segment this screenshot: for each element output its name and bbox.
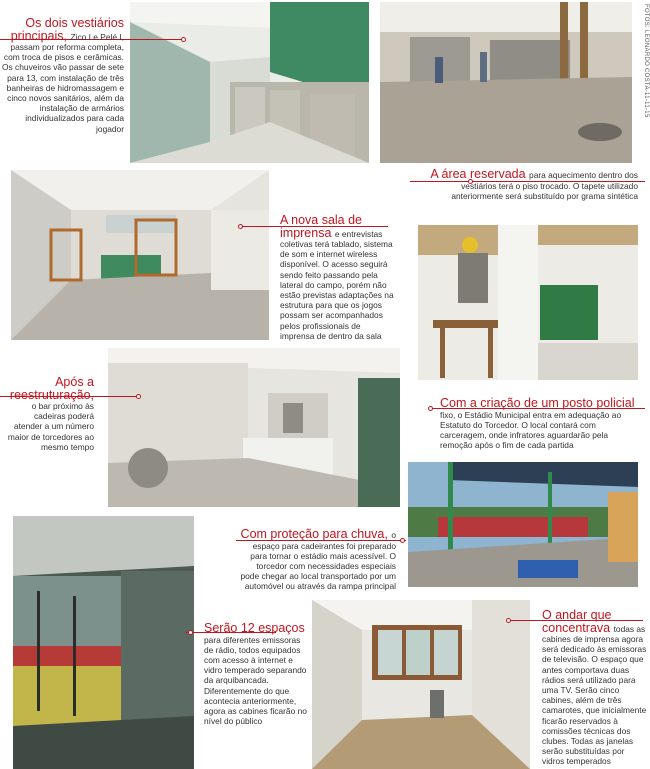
caption-press-room: [280, 214, 395, 341]
caption-tv-booth: [542, 609, 647, 767]
caption-wheelchair-area: [236, 528, 396, 592]
photo-tv-booth: [312, 600, 530, 769]
caption-body: para aquecimento dentro dos vestiários terá o piso trocado. O tapete utilizado anteriormente será substituído por grama sintética: [451, 170, 638, 201]
caption-radio-booths: [204, 622, 308, 726]
photo-bar: [108, 348, 400, 507]
caption-marker: [238, 224, 243, 229]
caption-title: Com a criação de um posto policial: [440, 396, 635, 410]
caption-title: Com proteção para chuva,: [240, 527, 392, 541]
caption-title: Serão 12 espaços: [204, 621, 305, 635]
caption-body: todas as cabines de imprensa agora será dedicado às emissoras de televisão. O espaço que antes comportava duas rádios será utilizado para uma TV. Serão cinco cabines, além de três camarotes, que inicialmente ficarão reservados à comissões técnicas dos clubes. Todas as janelas serão substituídas por vidros temperados: [542, 623, 647, 767]
caption-body: o bar próximo às cadeiras poderá atender a um número maior de torcedores ao mesmo tempo: [7, 401, 94, 452]
photo-police-post: [418, 225, 638, 380]
caption-marker: [188, 630, 193, 635]
caption-marker: [181, 37, 186, 42]
photo-locker-room: [130, 2, 369, 163]
caption-marker: [400, 538, 405, 543]
caption-marker: [428, 406, 433, 411]
caption-title: O andar que concentrava: [542, 608, 614, 635]
caption-body: o espaço para cadeirantes foi preparado para tornar o estádio mais acessível. O torcedor com necessidades especiais pode chegar ao local transportado por um automóvel ou através da rampa principal: [240, 530, 396, 592]
caption-body: Zico I e Pelé I, passam por reforma completa, com troca de pisos e cerâmicas. Os chuveiros vão passar de sete para 13, com instalação de três banheiras de hidromassagem e cinco novos sanitários, além da instalação de armários individualizados para cada jogador: [2, 31, 124, 134]
caption-bar: [4, 376, 94, 452]
caption-body: e entrevistas coletivas terá tablado, sistema de som e internet wireless disponível. O acesso seguirá sendo feito passando pela lateral do campo, porém não estão previstas adaptações na estrutura para que os jogos possam ser acompanhados pelos profissionais de imprensa de dentro da sala: [280, 228, 394, 341]
caption-marker: [136, 394, 141, 399]
caption-police-post: [440, 397, 640, 450]
caption-warmup-area: [410, 168, 638, 201]
caption-title: Após a reestruturação,: [9, 375, 94, 402]
photo-press-room: [11, 170, 269, 340]
caption-body: fixo, o Estádio Municipal entra em adequação ao Estatuto do Torcedor. O local contará com carceragem, onde infratores aguardarão pela remoção após o fim de cada partida: [440, 409, 622, 451]
photo-radio-booths: [13, 516, 194, 769]
photo-warmup-area: [380, 2, 632, 163]
caption-body: para diferentes emissoras de rádio, todos equipados com acesso à internet e vidro temperado separando da arquibancada. Diferentemente do que acontecia anteriormente, agora as cabines ficarão no nível do público: [204, 634, 307, 727]
photo-wheelchair-area: [408, 462, 638, 587]
caption-locker-room: [2, 17, 124, 134]
caption-marker: [506, 618, 511, 623]
caption-title: Os dois vestiários principais,: [10, 16, 124, 43]
caption-title: A área reservada: [430, 167, 530, 181]
photo-credit-text: FOTOS: LEONARDO COSTA-11-11-15: [643, 4, 649, 118]
caption-title: A nova sala de imprensa: [280, 213, 363, 240]
photo-credit: [641, 4, 649, 154]
